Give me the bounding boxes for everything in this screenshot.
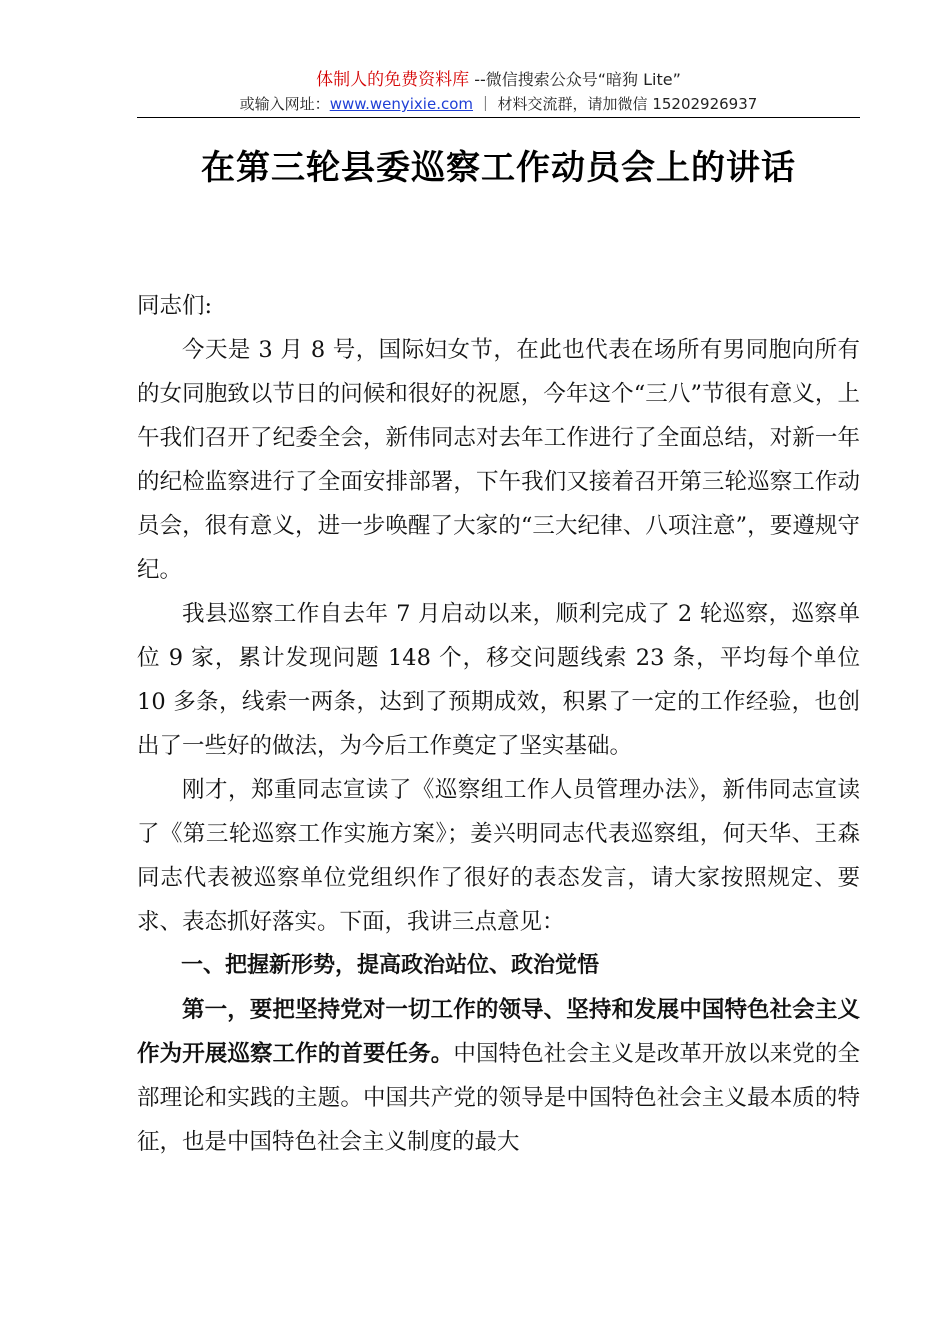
body-paragraph: 我县巡察工作自去年 7 月启动以来，顺利完成了 2 轮巡察，巡察单位 9 家，累计发现问题 148 个，移交问题线索 23 条，平均每个单位 10 多条，线索一两条，达到了预期成效，积累了一定的工作经验，也创出了一些好的做法，为今后工作奠定了坚实基础。 — [137, 601, 860, 759]
point-text: 中国特色社会主义是改革开放以来党的全部理论和实践的主题。中国共产党的领导是中国特色社会主义最本质的特征，也是中国特色社会主义制度的最大 — [137, 1041, 860, 1155]
header-brand-suffix: --微信搜索公众号“暗狗 Lite” — [469, 70, 681, 89]
salutation: 同志们: — [137, 293, 213, 319]
section-heading: 一、把握新形势，提高政治站位、政治觉悟 — [181, 953, 600, 978]
header-divider — [137, 117, 860, 118]
header-brand: 体制人的免费资料库 — [316, 70, 470, 90]
body-paragraph: 刚才，郑重同志宣读了《巡察组工作人员管理办法》，新伟同志宣读了《第三轮巡察工作实施方案》；姜兴明同志代表巡察组，何天华、王森同志代表被巡察单位党组织作了很好的表态发言，请大家按照规定、要求、表态抓好落实。下面，我讲三点意见： — [137, 777, 860, 935]
body-paragraph-point — [137, 988, 860, 1164]
header-contact-text: ｜ 材料交流群，请加微信 15202926937 — [473, 95, 758, 113]
body-paragraph: 今天是 3 月 8 号，国际妇女节，在此也代表在场所有男同胞向所有的女同胞致以节日的问候和很好的祝愿，今年这个“三八”节很有意义，上午我们召开了纪委全会，新伟同志对去年工作进行了全面总结，对新一年的纪检监察进行了全面安排部署，下午我们又接着召开第三轮巡察工作动员会，很有意义，进一步唤醒了大家的“三大纪律、八项注意”，要遵规守纪。 — [137, 337, 860, 583]
header-line-2 — [137, 94, 860, 114]
header-website-link[interactable]: www.wenyixie.com — [329, 95, 474, 113]
document-body — [137, 284, 860, 1164]
document-title: 在第三轮县委巡察工作动员会上的讲话 — [201, 148, 796, 188]
header-url-prefix: 或输入网址： — [239, 95, 330, 113]
point-lead-bold: 第一，要把坚持党对一切工作的领导、坚持和发展中国特色社会主义作为开展巡察工作的首要任务。 — [137, 997, 860, 1067]
header-line-1 — [137, 70, 860, 90]
